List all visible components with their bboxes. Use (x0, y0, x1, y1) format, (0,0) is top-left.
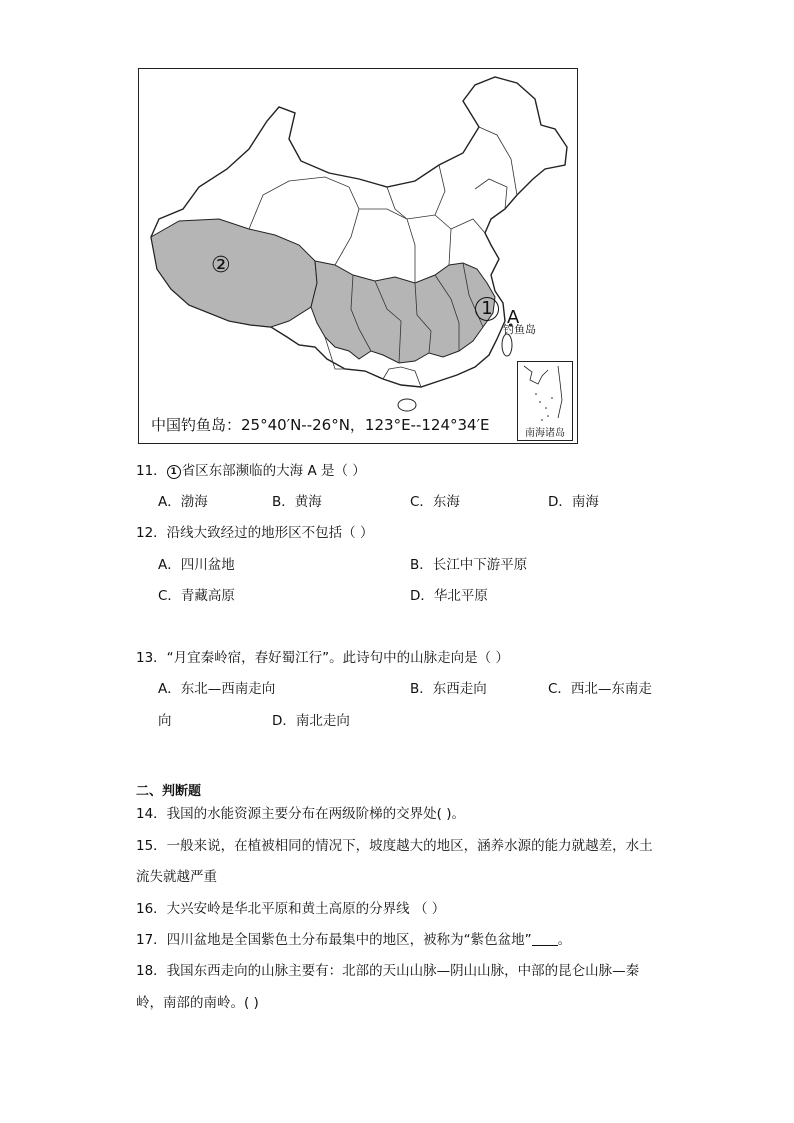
question-13: 13．“月宜秦岭宿，春好蜀江行”。此诗句中的山脉走向是（ ） (136, 650, 509, 666)
question-15-line2: 流失就越严重 (136, 869, 217, 885)
q11-option-d[interactable]: D．南海 (548, 494, 599, 510)
q13-option-c-wrap: 向 (158, 713, 172, 729)
q12-option-c[interactable]: C．青藏高原 (158, 588, 235, 604)
question-15-line1: 15．一般来说，在植被相同的情况下，坡度越大的地区，涵养水源的能力就越差，水土 (136, 838, 653, 854)
region-1-number: 1 (481, 298, 493, 319)
q11-option-c[interactable]: C．东海 (410, 494, 460, 510)
question-17-end: 。 (557, 932, 572, 948)
south-china-sea-inset (517, 361, 573, 441)
inset-label: 南海诸岛 (525, 428, 565, 439)
q12-option-d[interactable]: D．华北平原 (410, 588, 488, 604)
q12-option-b[interactable]: B．长江中下游平原 (410, 557, 528, 573)
hainan-island (398, 399, 416, 411)
question-18-line2: 岭，南部的南岭。( ) (136, 995, 259, 1011)
china-map-drawing (139, 69, 578, 444)
question-12: 12．沿线大致经过的地形区不包括（ ） (136, 525, 374, 541)
region-2-label: ② (211, 253, 231, 278)
question-11-number: 11． (136, 463, 167, 479)
answer-blank[interactable] (532, 933, 558, 946)
region-marker-icon: 1 (167, 465, 181, 479)
question-16: 16．大兴安岭是华北平原和黄土高原的分界线 （ ） (136, 901, 446, 917)
question-14: 14．我国的水能资源主要分布在两级阶梯的交界处( )。 (136, 806, 466, 822)
question-17 (136, 932, 571, 948)
q12-option-a[interactable]: A．四川盆地 (158, 557, 235, 573)
taiwan-island (502, 334, 512, 356)
question-11 (136, 463, 366, 479)
sea-a-label: A (507, 307, 520, 328)
q13-option-d[interactable]: D．南北走向 (272, 713, 350, 729)
region-1-label (475, 297, 499, 321)
question-17-text: 17．四川盆地是全国紫色土分布最集中的地区，被称为“紫色盆地” (136, 932, 532, 948)
q11-option-b[interactable]: B．黄海 (272, 494, 322, 510)
diaoyu-label: 钓鱼岛 (503, 323, 536, 336)
question-11-text: 省区东部濒临的大海 A 是（ ） (181, 463, 366, 479)
map-caption: 中国钓鱼岛：25°40′N--26°N，123°E--124°34′E (151, 416, 490, 434)
q13-option-c[interactable]: C．西北—东南走 (548, 681, 652, 697)
china-map (138, 68, 578, 444)
q13-option-a[interactable]: A．东北—西南走向 (158, 681, 276, 697)
section-title: 二、判断题 (136, 784, 202, 799)
question-18-line1: 18．我国东西走向的山脉主要有：北部的天山山脉—阴山山脉，中部的昆仑山脉—秦 (136, 963, 640, 979)
q13-option-b[interactable]: B．东西走向 (410, 681, 487, 697)
q11-option-a[interactable]: A．渤海 (158, 494, 208, 510)
